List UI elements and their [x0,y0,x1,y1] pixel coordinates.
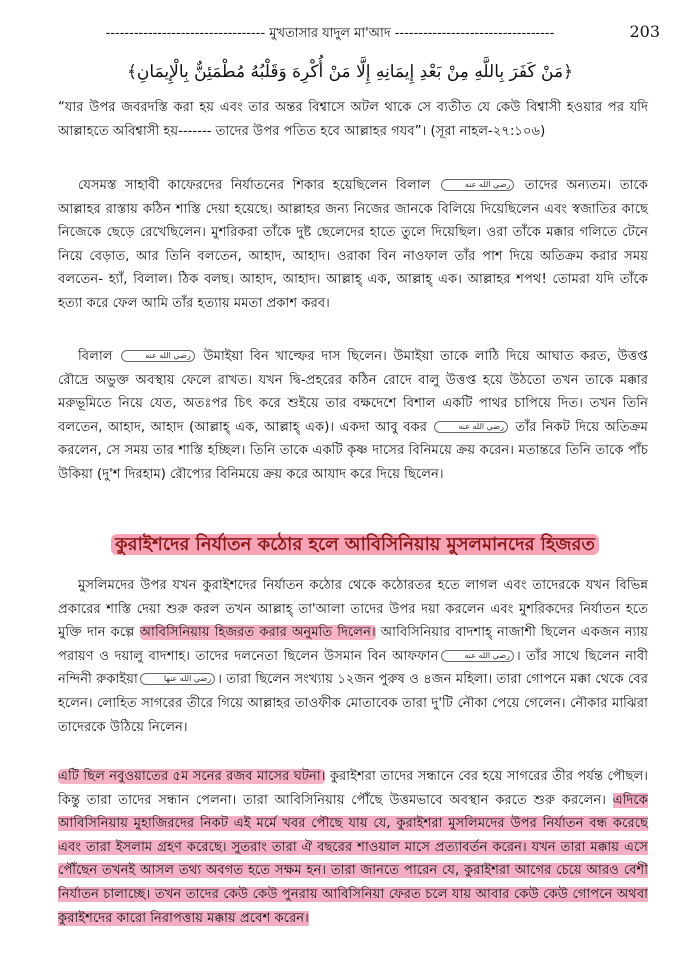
text: যেসমস্ত সাহাবী কাফেরদের নির্যাতনের শিকার হয়েছিলেন বিলাল [78,178,431,193]
quran-verse-arabic: ﴿مَنْ كَفَرَ بِاللَّهِ مِنْ بَعْدِ إِيمَانِهِ إِلَّا مَنْ أُكْرِهَ وَقَلْبُهُ مُطْمَئِنٌّ بِالْإِيمَانِ﴾ [126,62,574,82]
text: তাদের অন্যতম। তাকে আল্লাহর রাস্তায় কঠিন শাস্তি দেয়া হয়েছে। আল্লাহর জন্য নিজের জানকে বিলিয়ে দিয়েছিলেন এবং স্বজাতির কাছে নিজেকে ছেড়ে রেখেছিলেন। মুশরিকরা তাঁকে দুষ্ট ছেলেদের হাতে তুলে দিয়েছিল। ওরা তাঁকে মক্কার গলিতে টেনে নিয়ে বেড়াত, আর তিনি বলতেন, আহাদ, আহাদ। ওরাকা বিন নাওফাল তাঁর পাশ দিয়ে অতিক্রম করার সময় বলতেন- হ্যাঁ, বিলাল। ঠিক বলছ। আহাদ, আহাদ। আল্লাহ্ এক, আল্লাহ্ এক। আল্লাহর শপথ! তোমরা যদি তাঁকে হত্যা করে ফেল আমি তাঁর হত্যায় মমতা প্রকাশ করব। [58,178,648,311]
text: বিলাল [78,349,113,364]
verse-translation: “যার উপর জবরদস্তি করা হয় এবং তার অন্তর বিশ্বাসে অটল থাকে সে ব্যতীত যে কেউ বিশ্বাসী হওয়ার পর যদি আল্লাহতে অবিশ্বাসী হয়------- তাদের উপর পতিত হবে আল্লাহর গযব”। (সূরা নাহল-২৭:১০৬) [58,100,648,139]
book-title: ---------------------------------- মুখতাসার যাদুল মা'আদ ---------------------------------- [105,26,555,41]
text: তাঁর নিকট দিয়ে অতিক্রম করলেন, সে সময় তার শাস্তি হচ্ছিল। তিনি তাকে একটি কৃষ্ণ দাসের বিনিময়ে ক্রয় করেন। মতান্তরে তিনি তাকে পাঁচ উকিয়া (দু'শ দিরহাম) রৌপ্যের বিনিময়ে ক্রয় করে আযাদ করে দিয়ে ছিলেন। [58,419,648,482]
paragraph-bilal-persecution [58,174,648,316]
text: । তাঁর সাথে ছিলেন নাবী নন্দিনী রুকাইয়া [58,648,648,688]
paragraph-bilal-umayya [58,345,648,487]
page-header [60,22,660,46]
section-heading [60,530,650,560]
section-heading-text: কুরাইশদের নির্যাতন কঠোর হলে আবিসিনিয়ায় মুসলমানদের হিজরত [111,534,599,555]
paragraph-return [58,765,648,930]
highlighted-text: এটি ছিল নবুওয়াতের ৫ম সনের রজব মাসের ঘটনা। [58,769,326,784]
highlighted-text: এদিকে আবিসিনিয়ায় মুহাজিরদের নিকট এই মর্মে খবর পৌছে যায় যে, কুরাইশরা মুসলিমদের উপর নির্যাতন বন্ধ করেছে এবং তারা ইসলাম গ্রহণ করেছে। সুতরাং তারা ঐ বছরের শাওয়াল মাসে প্রত্যাবর্তন করেন। যখন তারা মক্কায় এসে পৌঁছেন তখনই আসল তথ্য অবগত হতে সক্ষম হন। তারা জানতে পারেন যে, কুরাইশরা আগের চেয়ে আরও বেশী নির্যাতন চালাচ্ছে। তখন তাদের কেউ কেউ পুনরায় আবিসিনিয়া ফেরত চলে যায় আবার কেউ কেউ গোপনে অথবা কুরাইশদের কারো নিরাপত্তায় মক্কায় প্রবেশ করেন। [58,792,648,926]
salutation-icon: رضي الله عنه [441,650,514,662]
highlighted-text: আবিসিনিয়ায় হিজরত করার অনুমতি দিলেন। [139,625,376,641]
salutation-icon: رضي الله عنها [140,673,215,685]
salutation-icon: رضي الله عنه [441,179,514,191]
salutation-icon: رضي الله عنه [434,421,507,433]
text: মুসলিমদের উপর যখন কুরাইশদের নির্যাতন কঠোর থেকে কঠোরতর হতে লাগল এবং তাদেরকে যখন বিভিন্ন প্রকারের শাস্তি দেয়া শুরু করল তখন আল্লাহ্ তা'আলা তাদের উপর দয়া করলেন এবং মুশরিকদের নির্যাতন হতে মুক্তি দান কল্পে [58,578,648,641]
text: কুরাইশরা তাদের সন্ধানে বের হয়ে সাগরের তীর পর্যন্ত পৌছল। কিন্তু তারা তাদের সন্ধান পেলনা। তারা আবিসিনিয়ায় পৌঁছে উত্তমভাবে অবস্থান করতে শুরু করলেন। [58,769,648,808]
page-number: 203 [629,22,660,41]
text: আবিসিনিয়ার বাদশাহ্ নাজাশী ছিলেন একজন ন্যায় পরায়ণ ও দয়ালু বাদশাহ। তাদের দলনেতা ছিলেন উসমান বিন আফফান [58,625,649,664]
text: উমাইয়া বিন খাল্ফের দাস ছিলেন। উমাইয়া তাকে লাঠি দিয়ে আঘাত করত, উত্তপ্ত রৌদ্রে অভুক্ত অবস্থায় ফেলে রাখত। যখন দ্বি-প্রহরের কঠিন রোদে বালু উত্তপ্ত হয়ে উঠতো তখন তাকে মক্কার মরুভূমিতে নিয়ে যেত, অতঃপর চিৎ করে শুইয়ে তার বক্ষদেশে বিশাল একটি পাথর চাপিয়ে দিত। তখন তিনি বলতেন, আহাদ, আহাদ (আল্লাহ্ এক, আল্লাহ্ এক)। একদা আবু বকর [58,349,648,435]
paragraph-hijra [58,574,648,739]
text: । তারা ছিলেন সংখ্যায় ১২জন পুরুষ ও ৪জন মহিলা। তারা গোপনে মক্কা থেকে বের হলেন। লোহিত সাগরের তীরে গিয়ে আল্লাহর তাওফীক মোতাবেক তারা দু'টি নৌকা পেয়ে গেলেন। নৌকার মাঝিরা তাদেরকে উঠিয়ে নিলেন। [58,672,649,735]
salutation-icon: رضي الله عنه [121,350,194,362]
